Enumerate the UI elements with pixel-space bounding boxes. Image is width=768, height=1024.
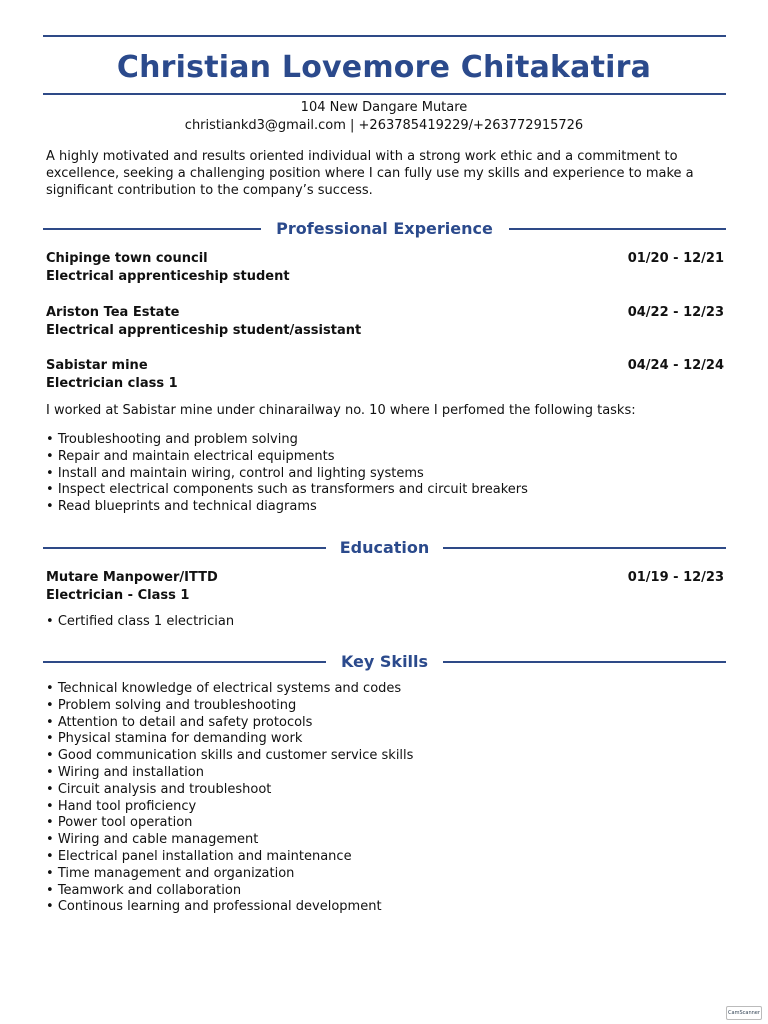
section-title-skills: Key Skills — [340, 652, 429, 671]
header-top-rule — [43, 35, 726, 37]
job-role: Electrical apprenticeship student — [46, 269, 290, 284]
scanner-watermark: CamScanner — [726, 1006, 762, 1020]
education-qualification: Electrician - Class 1 — [46, 588, 190, 603]
list-item: • Problem solving and troubleshooting — [46, 698, 413, 715]
job-org: Sabistar mine — [46, 358, 148, 373]
job-org: Ariston Tea Estate — [46, 305, 180, 320]
skills-list — [46, 681, 413, 916]
address: 104 New Dangare Mutare — [300, 100, 468, 115]
job-dates: 04/22 - 12/23 — [627, 305, 724, 320]
section-rule-right — [509, 228, 726, 230]
list-item: • Continous learning and professional development — [46, 899, 413, 916]
list-item: • Install and maintain wiring, control and lighting systems — [46, 466, 528, 483]
list-item: • Wiring and cable management — [46, 832, 413, 849]
education-entry — [46, 569, 726, 605]
list-item: • Power tool operation — [46, 815, 413, 832]
list-item: • Teamwork and collaboration — [46, 883, 413, 900]
list-item: • Electrical panel installation and maintenance — [46, 849, 413, 866]
job-entry — [46, 357, 726, 393]
list-item: • Attention to detail and safety protocols — [46, 715, 413, 732]
header-bottom-rule — [43, 93, 726, 95]
candidate-name: Christian Lovemore Chitakatira — [116, 50, 652, 85]
task-list — [46, 432, 528, 516]
job-dates: 04/24 - 12/24 — [627, 358, 724, 373]
job-org: Chipinge town council — [46, 251, 208, 266]
summary: A highly motivated and results oriented individual with a strong work ethic and a commitment to excellence, seeking a challenging position where I can fully use my skills and experience to make a significant contribution to the company’s success. — [46, 149, 694, 198]
list-item: • Time management and organization — [46, 866, 413, 883]
list-item: • Good communication skills and customer service skills — [46, 748, 413, 765]
list-item: • Certified class 1 electrician — [46, 614, 234, 631]
section-experience — [43, 219, 726, 239]
list-item: • Troubleshooting and problem solving — [46, 432, 528, 449]
job-role: Electrical apprenticeship student/assistant — [46, 323, 362, 338]
list-item: • Read blueprints and technical diagrams — [46, 499, 528, 516]
section-title-education: Education — [339, 538, 430, 557]
section-skills — [43, 652, 726, 672]
list-item: • Wiring and installation — [46, 765, 413, 782]
section-title-experience: Professional Experience — [276, 219, 493, 238]
job-role: Electrician class 1 — [46, 376, 178, 391]
job-entry — [46, 304, 726, 340]
list-item: • Physical stamina for demanding work — [46, 731, 413, 748]
list-item: • Circuit analysis and troubleshoot — [46, 782, 413, 799]
job-dates: 01/20 - 12/21 — [627, 251, 724, 266]
list-item: • Technical knowledge of electrical systems and codes — [46, 681, 413, 698]
experience-note: I worked at Sabistar mine under chinarailway no. 10 where I perfomed the following tasks: — [46, 403, 636, 418]
section-education — [43, 538, 726, 558]
job-entry — [46, 250, 726, 286]
education-dates: 01/19 - 12/23 — [627, 570, 724, 585]
section-rule-right — [443, 661, 726, 663]
list-item: • Repair and maintain electrical equipments — [46, 449, 528, 466]
section-rule-right — [443, 547, 726, 549]
list-item: • Inspect electrical components such as transformers and circuit breakers — [46, 482, 528, 499]
list-item: • Hand tool proficiency — [46, 799, 413, 816]
education-list — [46, 614, 234, 631]
contact-info: christiankd3@gmail.com | +263785419229/+263772915726 — [184, 118, 584, 133]
education-institution: Mutare Manpower/ITTD — [46, 570, 218, 585]
